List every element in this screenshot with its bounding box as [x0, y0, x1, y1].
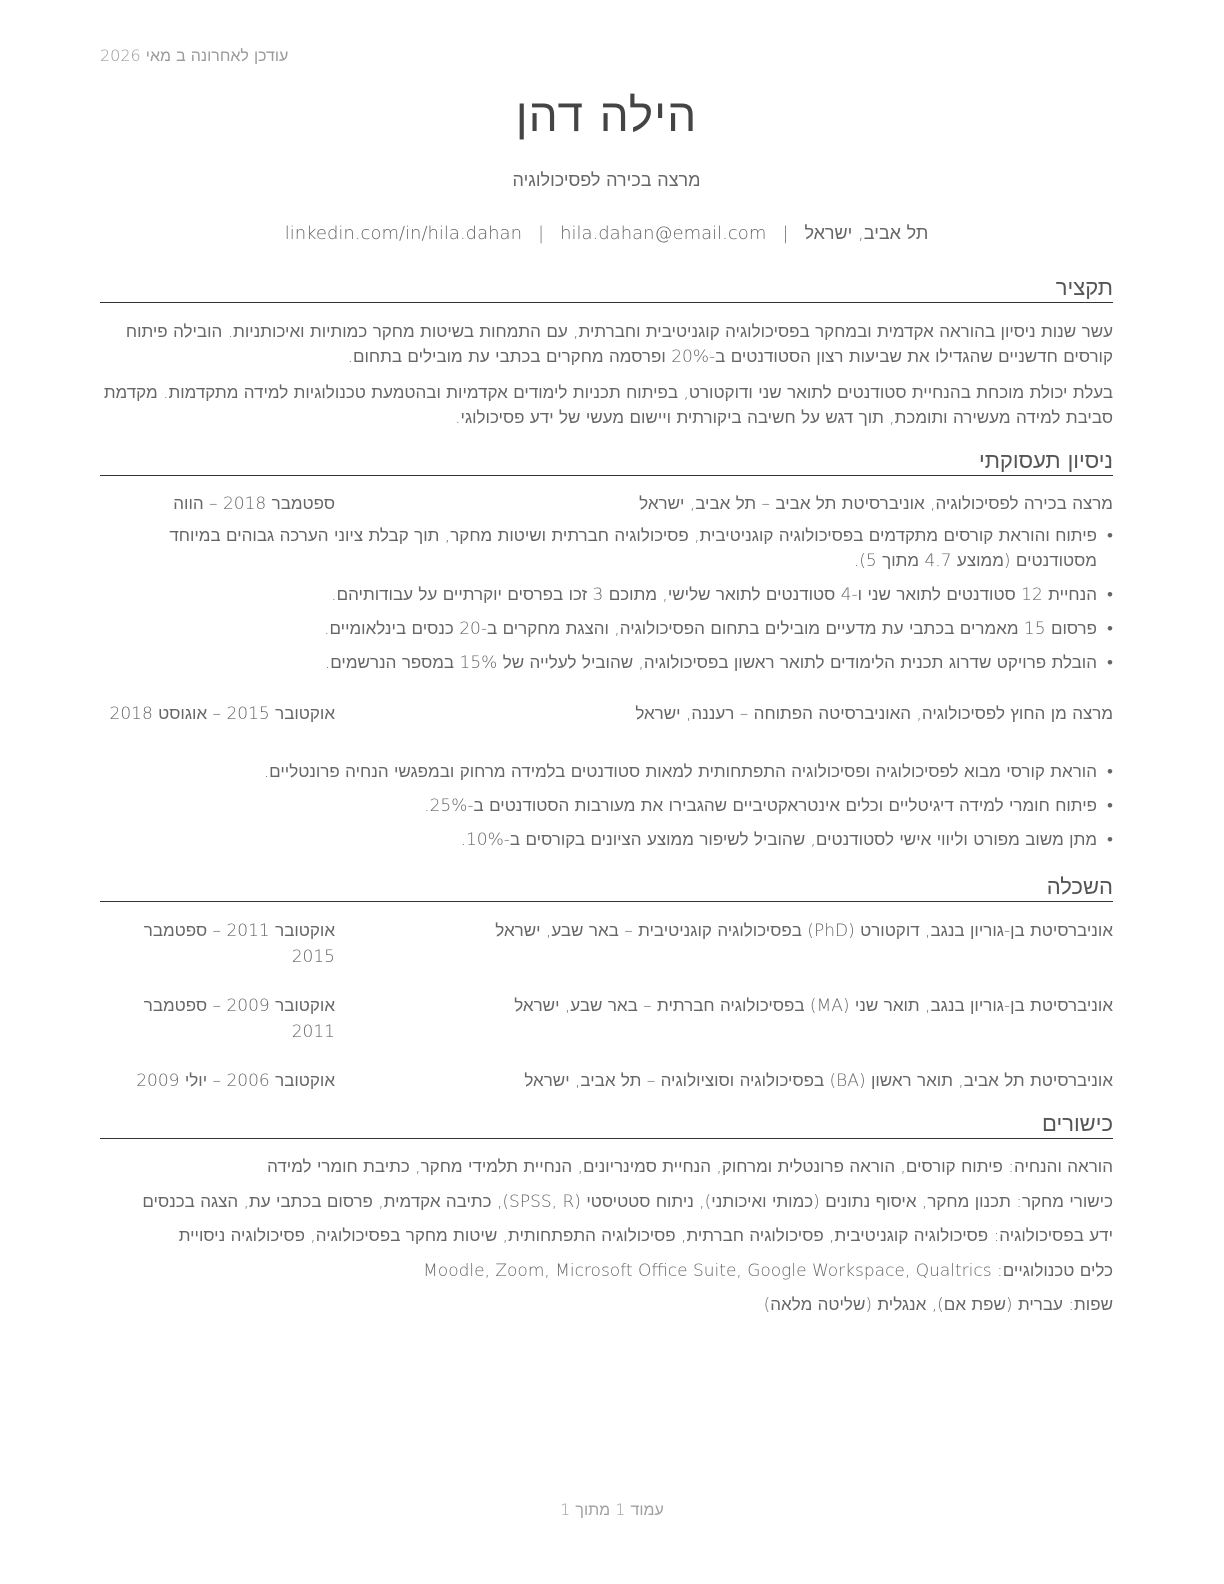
degree-dates: אוקטובר 2006 – יולי 2009 [136, 1071, 335, 1091]
job-dates: אוקטובר 2015 – אוגוסט 2018 [109, 704, 335, 724]
list-item: • הובלת פרויקט שדרוג תכנית הלימודים לתואר ראשון בפסיכולוגיה, שהוביל לעלייה של 15% במספר הנרשמים. [100, 651, 1113, 676]
degree-dates: אוקטובר 2011 – ספטמבר 2015 [143, 921, 335, 967]
candidate-title: מרצה בכירה לפסיכולוגיה [512, 170, 701, 191]
email-link[interactable]: hila.dahan@email.com [560, 223, 767, 244]
experience-heading: ניסיון תעסוקתי [100, 449, 1113, 476]
list-item: • פיתוח והוראת קורסים מתקדמים בפסיכולוגיה קוגניטיבית, פסיכולוגיה חברתית ושיטות מחקר, תוך קבלת ציוני הערכה גבוהים במיוחד מסטודנטים (ממוצע 4.7 מתוך 5). [100, 524, 1113, 574]
degree: אוניברסיטת תל אביב, תואר ראשון (BA) בפסיכולוגיה וסוציולוגיה – תל אביב, ישראל [524, 1071, 1113, 1091]
job-dates: ספטמבר 2018 – הווה [173, 494, 335, 514]
summary-heading: תקציר [100, 276, 1113, 303]
degree: אוניברסיטת בן-גוריון בנגב, תואר שני (MA) בפסיכולוגיה חברתית – באר שבע, ישראל [514, 996, 1113, 1016]
last-updated-note: עודכן לאחרונה ב מאי 2026 [100, 46, 289, 65]
list-item: • מתן משוב מפורט וליווי אישי לסטודנטים, שהוביל לשיפור ממוצע הציונים בקורסים ב-10%. [100, 828, 1113, 853]
job-bullets [100, 524, 1113, 685]
list-item: • הוראת קורסי מבוא לפסיכולוגיה ופסיכולוגיה התפתחותית למאות סטודנטים בלמידה מרחוק ובמפגשי הנחיה פרונטליים. [100, 760, 1113, 785]
education-heading: השכלה [100, 875, 1113, 902]
list-item: • פיתוח חומרי למידה דיגיטליים וכלים אינטראקטיביים שהגבירו את מעורבות הסטודנטים ב-25%. [100, 794, 1113, 819]
skill-line: הוראה והנחיה: פיתוח קורסים, הוראה פרונטלית ומרחוק, הנחיית סמינריונים, הנחיית תלמידי מחקר, כתיבת חומרי למידה [267, 1157, 1113, 1177]
job-title: מרצה בכירה לפסיכולוגיה, אוניברסיטת תל אביב – תל אביב, ישראל [639, 494, 1113, 514]
list-item: • פרסום 15 מאמרים בכתבי עת מדעיים מובילים בתחום הפסיכולוגיה, והצגת מחקרים ב-20 כנסים בינלאומיים. [100, 617, 1113, 642]
skills-heading: כישורים [100, 1112, 1113, 1139]
separator: | [782, 223, 789, 244]
location: תל אביב, ישראל [804, 223, 929, 244]
separator: | [538, 223, 545, 244]
skill-line: כלים טכנולוגיים: Moodle, Zoom, Microsoft Office Suite, Google Workspace, Qualtrics [423, 1261, 1113, 1281]
skill-line: כישורי מחקר: תכנון מחקר, איסוף נתונים (כמותי ואיכותני), ניתוח סטטיסטי (SPSS, R), כתיבה אקדמית, פרסום בכתבי עת, הצגה בכנסים [142, 1192, 1113, 1212]
candidate-name: הילה דהן [515, 88, 698, 142]
page-number: עמוד 1 מתוך 1 [560, 1500, 664, 1519]
skill-line: שפות: עברית (שפת אם), אנגלית (שליטה מלאה) [763, 1295, 1113, 1315]
degree-dates: אוקטובר 2009 – ספטמבר 2011 [143, 996, 335, 1042]
list-item: • הנחיית 12 סטודנטים לתואר שני ו-4 סטודנטים לתואר שלישי, מתוכם 3 זכו בפרסים יוקרתיים על עבודותיהם. [100, 583, 1113, 608]
resume-page [100, 0, 1113, 1584]
job-bullets [100, 760, 1113, 862]
contact-line [100, 223, 1113, 244]
degree: אוניברסיטת בן-גוריון בנגב, דוקטורט (PhD) בפסיכולוגיה קוגניטיבית – באר שבע, ישראל [495, 921, 1113, 941]
summary-paragraph-1: עשר שנות ניסיון בהוראה אקדמית ובמחקר בפסיכולוגיה קוגניטיבית וחברתית, עם התמחות בשיטות מחקר כמותיות ואיכותניות. הובילה פיתוח קורסים חדשניים שהגדילו את שביעות רצון הסטודנטים ב-20% ופרסמה מחקרים בכתבי עת מובילים בתחום. [125, 322, 1113, 367]
job-title: מרצה מן החוץ לפסיכולוגיה, האוניברסיטה הפתוחה – רעננה, ישראל [635, 704, 1113, 724]
linkedin-link[interactable]: linkedin.com/in/hila.dahan [284, 223, 522, 244]
skill-line: ידע בפסיכולוגיה: פסיכולוגיה קוגניטיבית, פסיכולוגיה חברתית, פסיכולוגיה התפתחותית, שיטות מחקר בפסיכולוגיה, פסיכולוגיה ניסויית [178, 1226, 1113, 1246]
summary-paragraph-2: בעלת יכולת מוכחת בהנחיית סטודנטים לתואר שני ודוקטורט, בפיתוח תכניות לימודים אקדמיות ובהטמעת טכנולוגיות למידה מתקדמות. מקדמת סביבת למידה מעשירה ותומכת, תוך דגש על חשיבה ביקורתית ויישום מעשי של ידע פסיכולוגי. [103, 383, 1113, 428]
